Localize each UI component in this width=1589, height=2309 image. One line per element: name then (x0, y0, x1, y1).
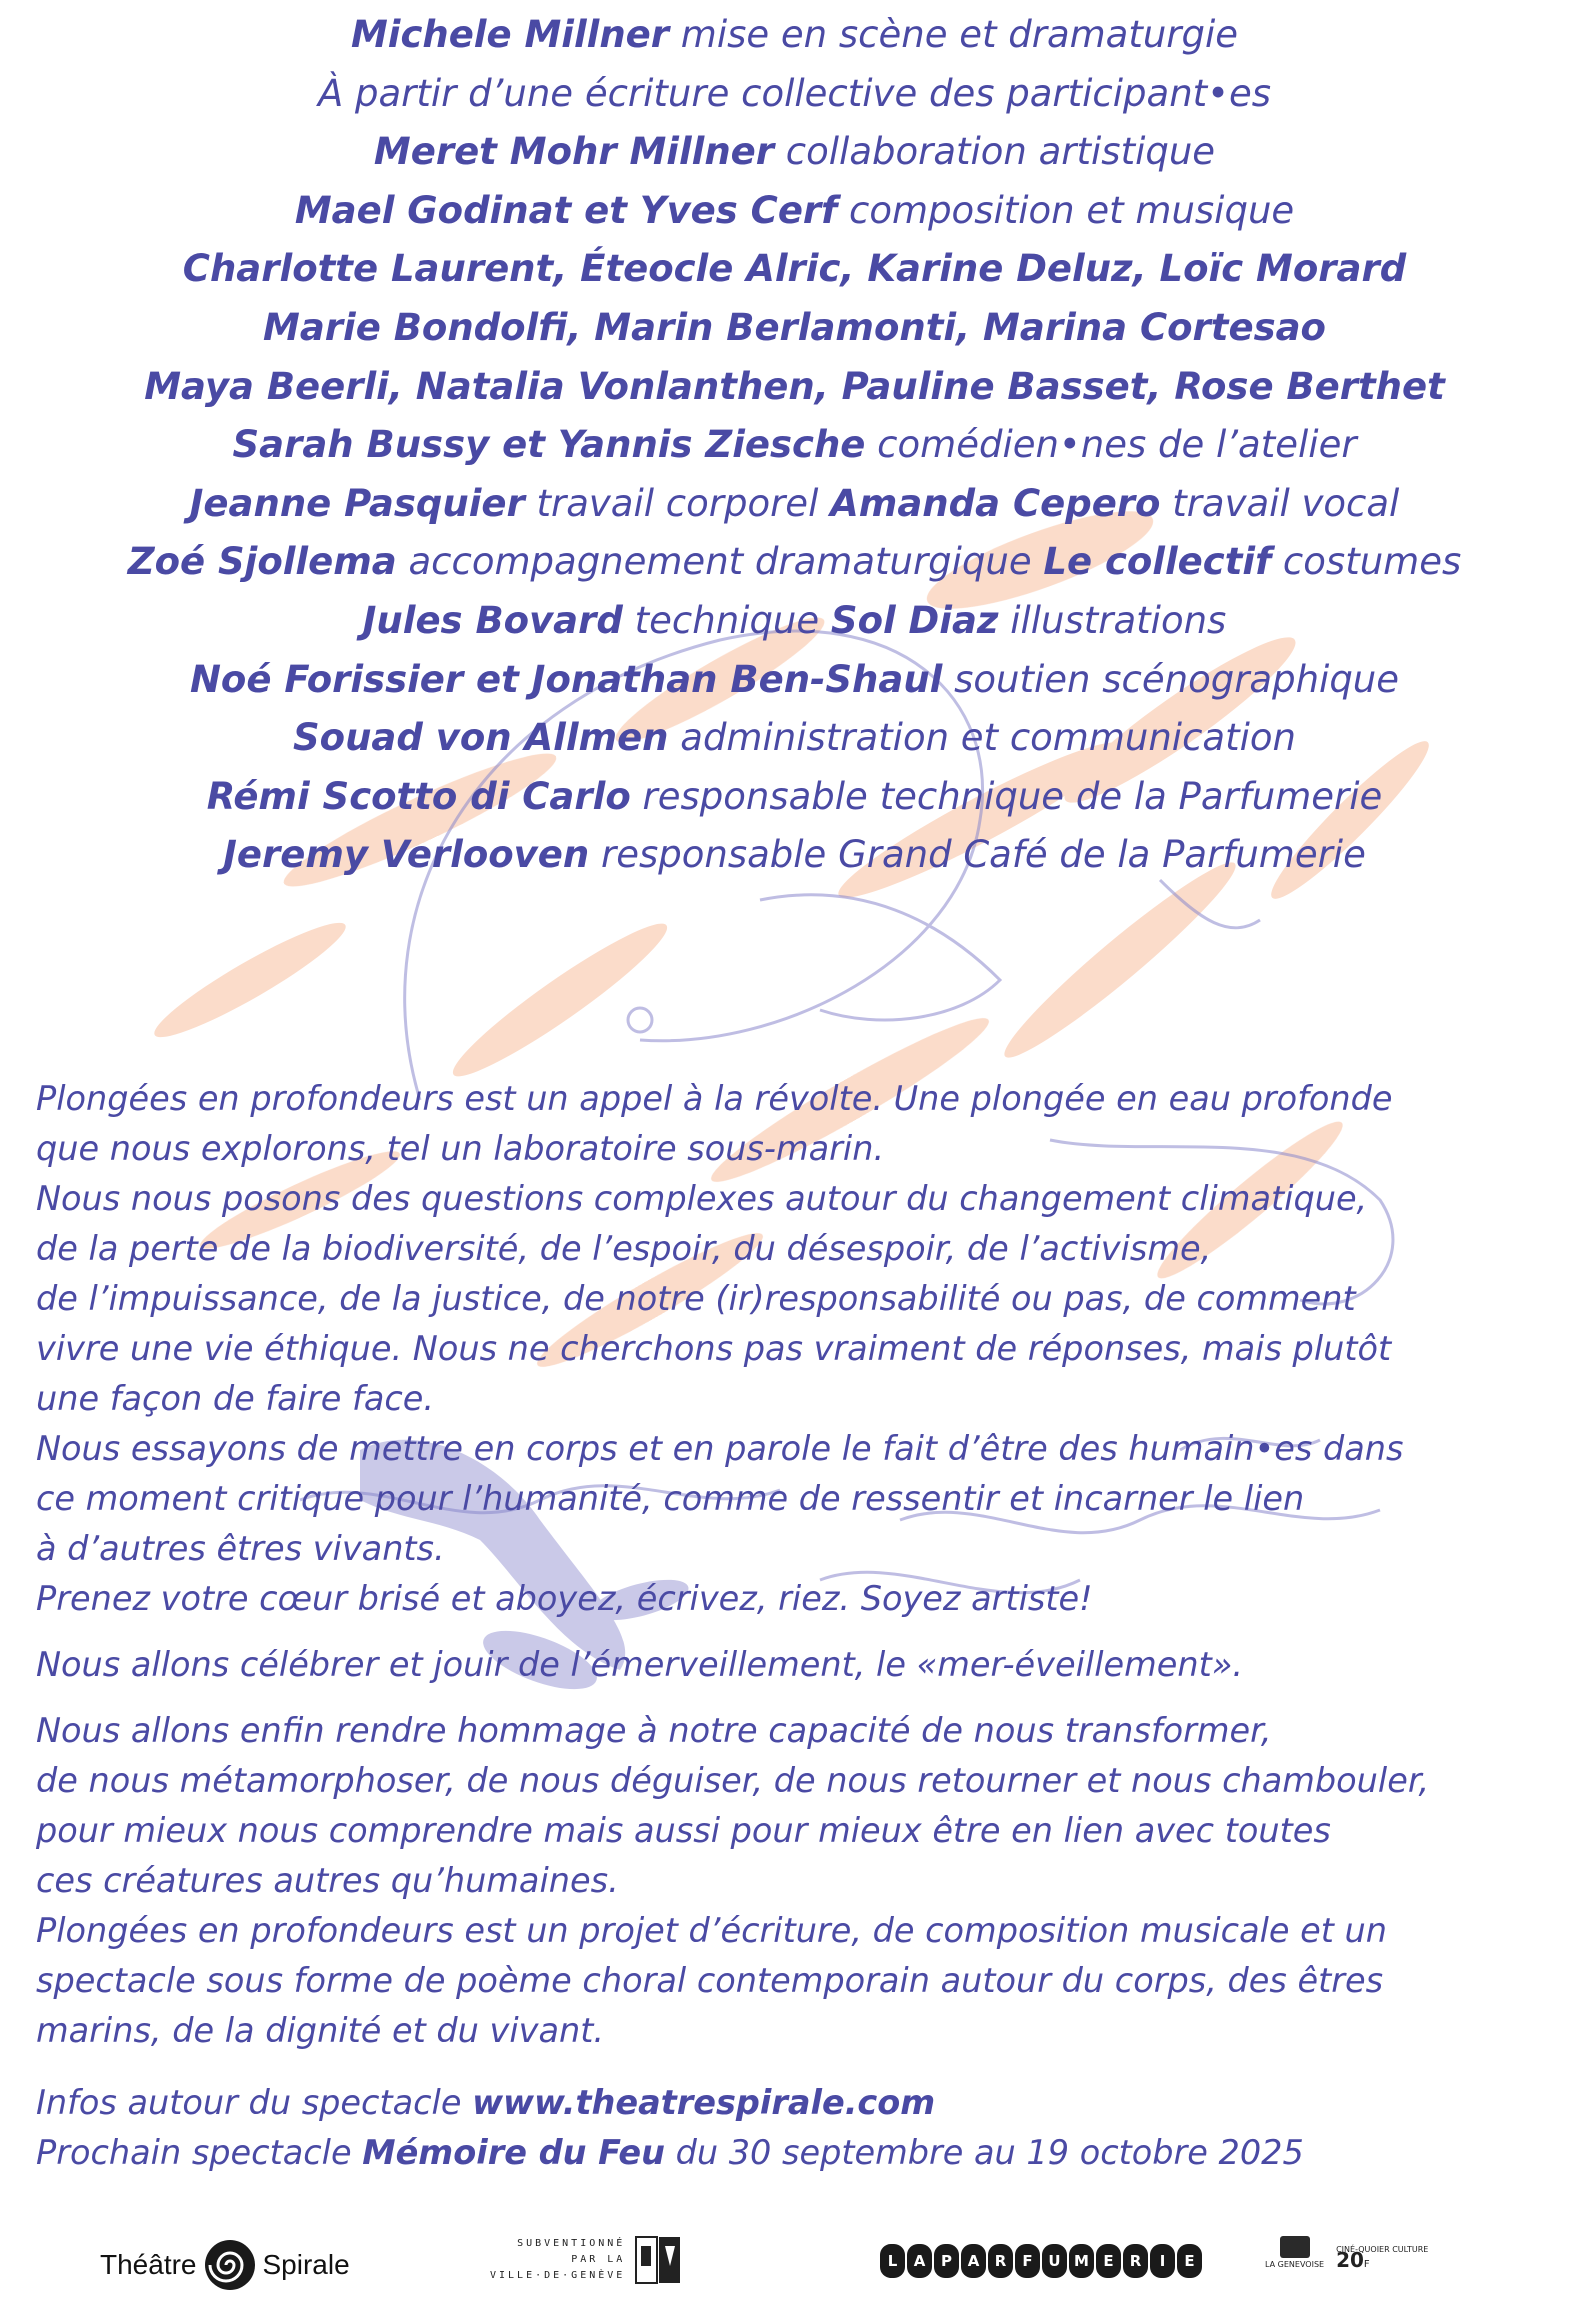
credit-line: Souad von Allmen administration et communication (293, 716, 1296, 760)
text-line: ce moment critique pour l’humanité, comme de ressentir et incarner le lien (36, 1479, 1305, 1518)
credit-line: Rémi Scotto di Carlo responsable technique de la Parfumerie (206, 774, 1383, 818)
text-line: à d’autres êtres vivants. (36, 1529, 445, 1568)
text-line: pour mieux nous comprendre mais aussi pour mieux être en lien avec toutes (36, 1811, 1331, 1850)
credits-block (0, 6, 1589, 885)
next-show-title: Mémoire du Feu (362, 2133, 665, 2172)
paragraph (36, 1640, 1566, 1690)
theatre-spirale-logo: Théâtre Spirale (100, 2238, 350, 2292)
text-line: de la perte de la biodiversité, de l’espoir, du désespoir, de l’activisme, (36, 1229, 1212, 1268)
text-line: Plongées en profondeurs est un projet d’écriture, de composition musicale et un (36, 1911, 1388, 1950)
info-block (36, 2078, 1566, 2178)
credit-line: Marie Bondolfi, Marin Berlamonti, Marina Cortesao (263, 305, 1326, 349)
text-line: ces créatures autres qu’humaines. (36, 1861, 619, 1900)
paragraph (36, 1706, 1566, 2056)
logo-letter: E (1177, 2244, 1202, 2278)
info-line: Prochain spectacle Mémoire du Feu du 30 septembre au 19 octobre 2025 (36, 2133, 1304, 2172)
logo-letter: A (961, 2244, 986, 2278)
logo-letter: R (988, 2244, 1013, 2278)
credit-line: Maya Beerli, Natalia Vonlanthen, Pauline Basset, Rose Berthet (144, 364, 1445, 408)
sponsor-logos (0, 2230, 1589, 2300)
text-line: spectacle sous forme de poème choral contemporain autour du corps, des êtres (36, 1961, 1384, 2000)
text-line: de l’impuissance, de la justice, de notre (ir)responsabilité ou pas, de comment (36, 1279, 1356, 1318)
geneva-crest-icon (635, 2236, 681, 2286)
ville-de-geneve-logo: SUBVENTIONNÉ PAR LA VILLE·DE·GENÈVE (490, 2236, 681, 2286)
logo-mark-icon (1280, 2236, 1310, 2258)
credit-line: Jeremy Verlooven responsable Grand Café de la Parfumerie (223, 833, 1366, 877)
logo-letter: F (1015, 2244, 1040, 2278)
logo-letter: I (1150, 2244, 1175, 2278)
text-line: de nous métamorphoser, de nous déguiser, de nous retourner et nous chambouler, (36, 1761, 1430, 1800)
logo-letter: M (1069, 2244, 1094, 2278)
text-line: Nous allons célébrer et jouir de l’émerveillement, le «mer-éveillement». (36, 1645, 1244, 1684)
text-line: marins, de la dignité et du vivant. (36, 2011, 605, 2050)
logo-letter: R (1123, 2244, 1148, 2278)
la-parfumerie-logo (880, 2244, 1202, 2278)
credit-line: Meret Mohr Millner collaboration artistique (373, 130, 1216, 174)
paragraph (36, 1074, 1566, 1624)
text-line: Nous essayons de mettre en corps et en parole le fait d’être des humain•es dans (36, 1429, 1404, 1468)
text-line: Nous allons enfin rendre hommage à notre capacité de nous transformer, (36, 1711, 1272, 1750)
text-line: une façon de faire face. (36, 1379, 435, 1418)
spiral-icon (203, 2238, 257, 2292)
description-text (36, 1074, 1566, 2178)
la-genevoise-logo: LA GENEVOISE (1265, 2236, 1324, 2270)
credit-line: Noé Forissier et Jonathan Ben-Shaul soutien scénographique (189, 657, 1400, 701)
credit-line: Zoé Sjollema accompagnement dramaturgique Le collectif costumes (127, 540, 1462, 584)
logo-letter: U (1042, 2244, 1067, 2278)
logo-letter: P (934, 2244, 959, 2278)
partner-logos (1265, 2236, 1428, 2270)
text-line: Nous nous posons des questions complexes autour du changement climatique, (36, 1179, 1368, 1218)
logo-letter: E (1096, 2244, 1121, 2278)
text-line: vivre une vie éthique. Nous ne cherchons pas vraiment de réponses, mais plutôt (36, 1329, 1392, 1368)
culture-logo: CINÉ-QUOIER CULTURE 20F (1336, 2245, 1429, 2272)
text-line: que nous explorons, tel un laboratoire sous-marin. (36, 1129, 885, 1168)
credit-line: Mael Godinat et Yves Cerf composition et musique (294, 188, 1295, 232)
logo-letter: A (907, 2244, 932, 2278)
credit-line: Michele Millner mise en scène et dramaturgie (350, 13, 1239, 56)
website-link[interactable]: www.theatrespirale.com (472, 2083, 936, 2122)
text-line: Prenez votre cœur brisé et aboyez, écrivez, riez. Soyez artiste! (36, 1579, 1093, 1618)
credit-line: Sarah Bussy et Yannis Ziesche comédien•nes de l’atelier (232, 423, 1357, 467)
credit-line: Jules Bovard technique Sol Diaz illustrations (362, 598, 1227, 642)
text-line: Plongées en profondeurs est un appel à la révolte. Une plongée en eau profonde (36, 1079, 1393, 1118)
logo-letter: L (880, 2244, 905, 2278)
info-line: Infos autour du spectacle www.theatrespirale.com (36, 2083, 936, 2122)
credit-line: À partir d’une écriture collective des participant•es (317, 71, 1272, 115)
credit-line: Jeanne Pasquier travail corporel Amanda Cepero travail vocal (189, 481, 1400, 525)
credit-line: Charlotte Laurent, Éteocle Alric, Karine Deluz, Loïc Morard (182, 247, 1407, 291)
